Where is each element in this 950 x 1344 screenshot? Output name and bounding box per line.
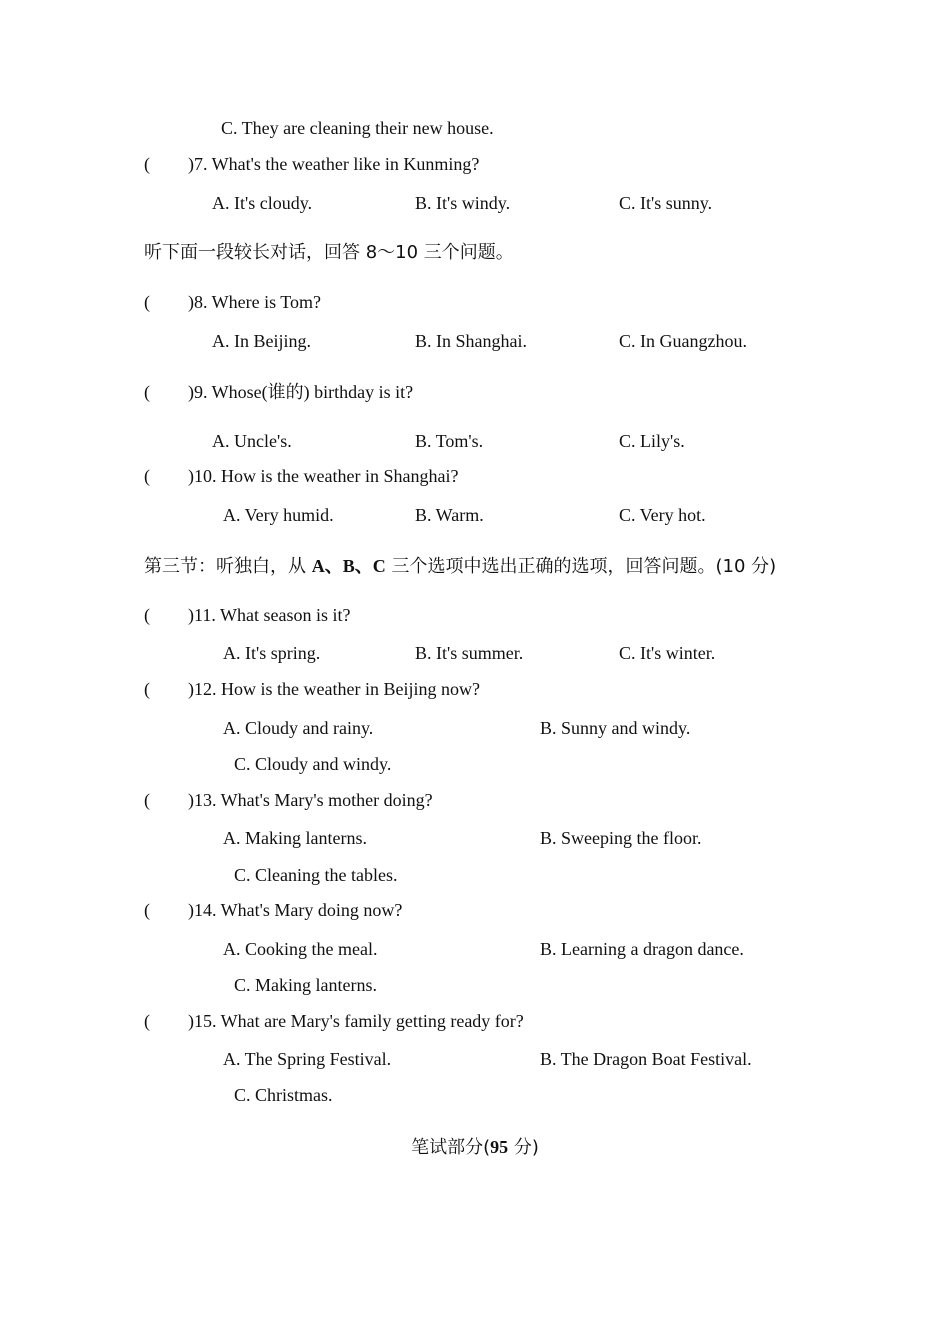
q9-question: )9. Whose(谁的) birthday is it?: [188, 382, 414, 402]
q10-option-b: B. Warm.: [415, 505, 484, 525]
q8-answer-paren[interactable]: (: [144, 292, 150, 312]
q13-option-a: A. Making lanterns.: [223, 828, 367, 848]
q14-option-c: C. Making lanterns.: [234, 975, 377, 995]
q7-answer-paren[interactable]: (: [144, 154, 150, 174]
q9-option-a: A. Uncle's.: [212, 431, 292, 451]
q14-option-b: B. Learning a dragon dance.: [540, 939, 744, 959]
q12-option-b: B. Sunny and windy.: [540, 718, 691, 738]
q7-option-c: C. It's sunny.: [619, 193, 713, 213]
q11-question: )11. What season is it?: [188, 605, 351, 625]
q13-question: )13. What's Mary's mother doing?: [188, 790, 433, 810]
q12-question: )12. How is the weather in Beijing now?: [188, 679, 480, 699]
q14-option-a: A. Cooking the meal.: [223, 939, 378, 959]
q11-option-c: C. It's winter.: [619, 643, 716, 663]
written-part-prefix: 笔试部分(: [411, 1137, 491, 1158]
q9-option-b: B. Tom's.: [415, 431, 484, 451]
q14-answer-paren[interactable]: (: [144, 900, 150, 920]
q12-option-a: A. Cloudy and rainy.: [223, 718, 374, 738]
q15-answer-paren[interactable]: (: [144, 1011, 150, 1031]
q8-option-a: A. In Beijing.: [212, 331, 311, 351]
written-part-title: [0, 1136, 950, 1159]
q7-option-b: B. It's windy.: [415, 193, 511, 213]
written-part-score: 95: [490, 1137, 509, 1157]
q10-option-a: A. Very humid.: [223, 505, 334, 525]
section-3-heading: [144, 555, 776, 578]
q15-option-c: C. Christmas.: [234, 1085, 333, 1105]
q14-question: )14. What's Mary doing now?: [188, 900, 403, 920]
q8-question: )8. Where is Tom?: [188, 292, 322, 312]
q10-option-c: C. Very hot.: [619, 505, 706, 525]
q11-option-b: B. It's summer.: [415, 643, 524, 663]
q7-question: )7. What's the weather like in Kunming?: [188, 154, 480, 174]
q12-option-c: C. Cloudy and windy.: [234, 754, 392, 774]
q13-option-b: B. Sweeping the floor.: [540, 828, 702, 848]
q6-option-c: C. They are cleaning their new house.: [221, 118, 494, 138]
q10-answer-paren[interactable]: (: [144, 466, 150, 486]
q15-option-b: B. The Dragon Boat Festival.: [540, 1049, 752, 1069]
q9-option-c: C. Lily's.: [619, 431, 685, 451]
written-part-suffix: 分): [508, 1137, 539, 1158]
q8-option-b: B. In Shanghai.: [415, 331, 527, 351]
q13-answer-paren[interactable]: (: [144, 790, 150, 810]
q15-option-a: A. The Spring Festival.: [223, 1049, 392, 1069]
section-long-dialog-heading: 听下面一段较长对话，回答 8～10 三个问题。: [144, 242, 514, 263]
q11-option-a: A. It's spring.: [223, 643, 321, 663]
section-3-suffix: 三个选项中选出正确的选项，回答问题。(10 分): [385, 556, 777, 577]
q9-answer-paren[interactable]: (: [144, 382, 150, 402]
q12-answer-paren[interactable]: (: [144, 679, 150, 699]
q15-question: )15. What are Mary's family getting ready for?: [188, 1011, 524, 1031]
section-3-letters: A、B、C: [311, 556, 386, 576]
q13-option-c: C. Cleaning the tables.: [234, 865, 398, 885]
q8-option-c: C. In Guangzhou.: [619, 331, 747, 351]
q7-option-a: A. It's cloudy.: [212, 193, 313, 213]
q11-answer-paren[interactable]: (: [144, 605, 150, 625]
q10-question: )10. How is the weather in Shanghai?: [188, 466, 459, 486]
section-3-prefix: 第三节：听独白，从: [144, 556, 312, 577]
